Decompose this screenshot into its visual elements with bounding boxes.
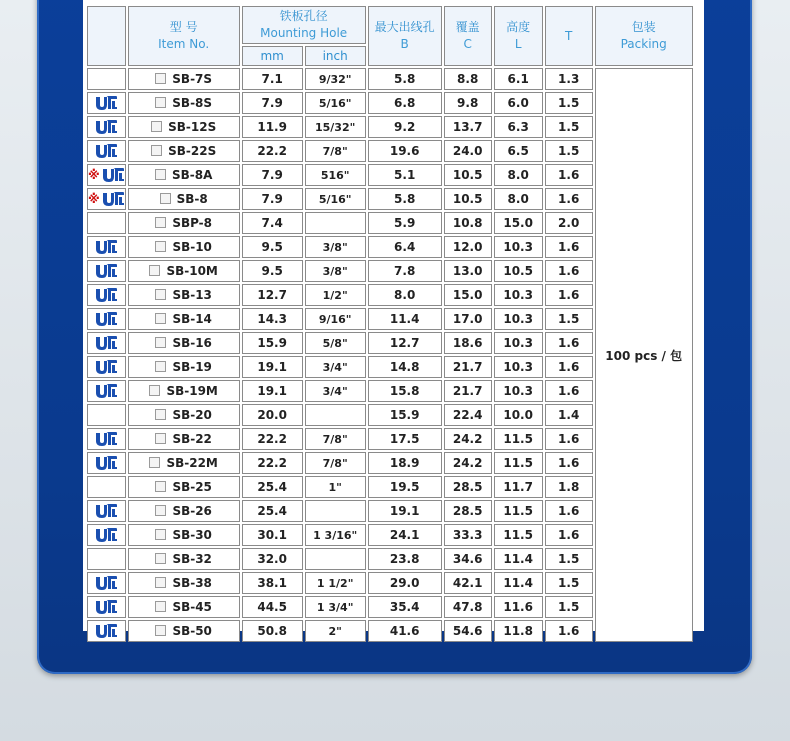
header-cover-en: C	[463, 37, 472, 51]
inch-cell	[305, 404, 366, 426]
cover-c-cell: 9.8	[444, 92, 492, 114]
height-l-cell: 6.3	[494, 116, 543, 138]
item-no: SB-14	[172, 312, 212, 326]
item-no: SB-8	[176, 192, 208, 206]
checkbox-icon[interactable]	[155, 241, 166, 252]
inch-cell: 516"	[305, 164, 366, 186]
item-no: SB-25	[172, 480, 212, 494]
item-no: SB-50	[172, 624, 212, 638]
ul-listed-icon	[94, 431, 118, 447]
checkbox-icon[interactable]	[155, 361, 166, 372]
mm-cell: 22.2	[242, 452, 303, 474]
header-item-cn: 型 号	[169, 20, 198, 34]
checkbox-icon[interactable]	[155, 217, 166, 228]
inch-cell: 2"	[305, 620, 366, 642]
item-no-cell	[128, 284, 240, 306]
checkbox-icon[interactable]	[155, 289, 166, 300]
certification-mark-cell	[87, 68, 126, 90]
cover-c-cell: 47.8	[444, 596, 492, 618]
certification-mark-cell	[87, 92, 126, 114]
outlet-b-cell: 29.0	[368, 572, 442, 594]
height-l-cell: 11.5	[494, 524, 543, 546]
height-l-cell: 10.3	[494, 308, 543, 330]
inch-cell: 7/8"	[305, 140, 366, 162]
cover-c-cell: 17.0	[444, 308, 492, 330]
item-no: SB-8A	[171, 168, 213, 182]
outlet-b-cell: 24.1	[368, 524, 442, 546]
mm-cell: 22.2	[242, 140, 303, 162]
cover-c-cell: 13.0	[444, 260, 492, 282]
certification-mark-cell	[87, 188, 126, 210]
t-cell: 1.6	[545, 260, 593, 282]
outlet-b-cell: 6.4	[368, 236, 442, 258]
height-l-cell: 10.3	[494, 284, 543, 306]
mm-cell: 7.9	[242, 188, 303, 210]
height-l-cell: 11.5	[494, 452, 543, 474]
height-l-cell: 11.5	[494, 500, 543, 522]
cover-c-cell: 28.5	[444, 500, 492, 522]
height-l-cell: 8.0	[494, 188, 543, 210]
t-cell: 1.6	[545, 164, 593, 186]
item-no: SB-16	[172, 336, 212, 350]
ul-listed-icon	[94, 455, 118, 471]
inch-cell: 3/8"	[305, 236, 366, 258]
header-mounting-hole	[242, 6, 366, 44]
item-no-cell	[128, 140, 240, 162]
item-no: SB-10M	[166, 264, 218, 278]
mm-cell: 20.0	[242, 404, 303, 426]
inch-cell: 5/8"	[305, 332, 366, 354]
inch-cell: 1 3/16"	[305, 524, 366, 546]
ul-listed-icon	[94, 311, 118, 327]
item-no-cell	[128, 260, 240, 282]
header-t	[545, 6, 593, 66]
t-cell: 1.6	[545, 500, 593, 522]
t-cell: 1.6	[545, 188, 593, 210]
height-l-cell: 11.5	[494, 428, 543, 450]
item-no: SB-7S	[172, 72, 213, 86]
inch-cell: 1/2"	[305, 284, 366, 306]
certification-mark-cell	[87, 164, 126, 186]
t-cell: 1.6	[545, 428, 593, 450]
height-l-cell: 10.3	[494, 332, 543, 354]
certification-mark-cell	[87, 572, 126, 594]
cover-c-cell: 22.4	[444, 404, 492, 426]
certification-mark-cell	[87, 308, 126, 330]
mm-cell: 7.4	[242, 212, 303, 234]
t-cell: 1.5	[545, 116, 593, 138]
header-outlet-en: B	[400, 37, 409, 51]
inch-cell	[305, 212, 366, 234]
ul-listed-icon	[94, 239, 118, 255]
t-cell: 1.5	[545, 596, 593, 618]
outlet-b-cell: 41.6	[368, 620, 442, 642]
outlet-b-cell: 5.8	[368, 188, 442, 210]
item-no-cell	[128, 500, 240, 522]
ul-listed-icon	[101, 167, 125, 183]
certification-mark-cell	[87, 620, 126, 642]
t-cell: 1.6	[545, 524, 593, 546]
mm-cell: 14.3	[242, 308, 303, 330]
certification-mark-cell	[87, 356, 126, 378]
t-cell: 1.6	[545, 452, 593, 474]
inch-cell: 1 1/2"	[305, 572, 366, 594]
item-no-cell	[128, 332, 240, 354]
header-inch: inch	[305, 46, 366, 66]
certification-mark-cell	[87, 404, 126, 426]
t-cell: 1.4	[545, 404, 593, 426]
checkbox-icon[interactable]	[155, 505, 166, 516]
t-cell: 1.6	[545, 332, 593, 354]
mm-cell: 25.4	[242, 500, 303, 522]
header-packing-cn: 包装	[631, 20, 656, 34]
mm-cell: 15.9	[242, 332, 303, 354]
cover-c-cell: 21.7	[444, 356, 492, 378]
header-hole-en: Mounting Hole	[260, 26, 348, 40]
t-cell: 1.6	[545, 284, 593, 306]
ul-listed-icon	[94, 623, 118, 639]
x-mark-icon: ※	[88, 192, 100, 206]
height-l-cell: 6.5	[494, 140, 543, 162]
mm-cell: 12.7	[242, 284, 303, 306]
outlet-b-cell: 17.5	[368, 428, 442, 450]
height-l-cell: 11.4	[494, 572, 543, 594]
ul-listed-icon	[94, 263, 118, 279]
certification-mark-cell	[87, 116, 126, 138]
outlet-b-cell: 18.9	[368, 452, 442, 474]
mm-cell: 38.1	[242, 572, 303, 594]
t-cell: 1.6	[545, 380, 593, 402]
cover-c-cell: 54.6	[444, 620, 492, 642]
cover-c-cell: 12.0	[444, 236, 492, 258]
item-no: SB-26	[172, 504, 212, 518]
checkbox-icon[interactable]	[149, 457, 160, 468]
item-no-cell	[128, 92, 240, 114]
item-no: SB-13	[172, 288, 212, 302]
item-no-cell	[128, 212, 240, 234]
certification-mark-cell	[87, 548, 126, 570]
header-cover-cn: 覆盖	[455, 20, 480, 34]
item-no: SB-38	[172, 576, 212, 590]
spec-sheet	[83, 0, 704, 638]
table-row	[87, 68, 693, 90]
ul-listed-icon	[94, 599, 118, 615]
t-cell: 1.5	[545, 140, 593, 162]
checkbox-icon[interactable]	[155, 577, 166, 588]
t-cell: 2.0	[545, 212, 593, 234]
outlet-b-cell: 9.2	[368, 116, 442, 138]
cover-c-cell: 18.6	[444, 332, 492, 354]
item-no: SB-12S	[168, 120, 217, 134]
item-no-cell	[128, 548, 240, 570]
checkbox-icon[interactable]	[151, 121, 162, 132]
item-no-cell	[128, 428, 240, 450]
t-cell: 1.5	[545, 308, 593, 330]
height-l-cell: 11.7	[494, 476, 543, 498]
header-item-no	[128, 6, 240, 66]
item-no: SB-19	[172, 360, 212, 374]
cover-c-cell: 8.8	[444, 68, 492, 90]
ul-listed-icon	[94, 143, 118, 159]
checkbox-icon[interactable]	[155, 337, 166, 348]
height-l-cell: 6.1	[494, 68, 543, 90]
t-cell: 1.6	[545, 356, 593, 378]
certification-mark-cell	[87, 332, 126, 354]
ul-listed-icon	[94, 383, 118, 399]
item-no-cell	[128, 620, 240, 642]
height-l-cell: 10.3	[494, 380, 543, 402]
item-no: SB-8S	[172, 96, 213, 110]
outlet-b-cell: 7.8	[368, 260, 442, 282]
item-no-cell	[128, 524, 240, 546]
mm-cell: 9.5	[242, 260, 303, 282]
cover-c-cell: 15.0	[444, 284, 492, 306]
cover-c-cell: 10.5	[444, 188, 492, 210]
item-no-cell	[128, 476, 240, 498]
cover-c-cell: 24.0	[444, 140, 492, 162]
inch-cell: 1 3/4"	[305, 596, 366, 618]
item-no-cell	[128, 116, 240, 138]
checkbox-icon[interactable]	[155, 601, 166, 612]
item-no-cell	[128, 596, 240, 618]
item-no: SB-19M	[166, 384, 218, 398]
height-l-cell: 10.0	[494, 404, 543, 426]
header-mm: mm	[242, 46, 303, 66]
item-no-cell	[128, 308, 240, 330]
outlet-b-cell: 6.8	[368, 92, 442, 114]
outlet-b-cell: 19.5	[368, 476, 442, 498]
t-cell: 1.6	[545, 620, 593, 642]
inch-cell: 9/16"	[305, 308, 366, 330]
header-cover-c	[444, 6, 492, 66]
outlet-b-cell: 35.4	[368, 596, 442, 618]
t-cell: 1.5	[545, 548, 593, 570]
item-no-cell	[128, 188, 240, 210]
certification-mark-cell	[87, 452, 126, 474]
certification-mark-cell	[87, 380, 126, 402]
inch-cell: 3/8"	[305, 260, 366, 282]
item-no: SB-20	[172, 408, 212, 422]
outlet-b-cell: 8.0	[368, 284, 442, 306]
outlet-b-cell: 19.1	[368, 500, 442, 522]
certification-mark-cell	[87, 596, 126, 618]
header-packing	[595, 6, 693, 66]
header-packing-en: Packing	[620, 37, 667, 51]
mm-cell: 22.2	[242, 428, 303, 450]
height-l-cell: 10.3	[494, 356, 543, 378]
checkbox-icon[interactable]	[155, 73, 166, 84]
height-l-cell: 6.0	[494, 92, 543, 114]
certification-mark-cell	[87, 500, 126, 522]
mm-cell: 32.0	[242, 548, 303, 570]
checkbox-icon[interactable]	[155, 481, 166, 492]
header-outlet-b	[368, 6, 442, 66]
checkbox-icon[interactable]	[155, 529, 166, 540]
mm-cell: 30.1	[242, 524, 303, 546]
x-mark-icon: ※	[88, 168, 100, 182]
t-cell: 1.6	[545, 236, 593, 258]
t-cell: 1.3	[545, 68, 593, 90]
item-no: SBP-8	[172, 216, 213, 230]
item-no-cell	[128, 572, 240, 594]
certification-mark-cell	[87, 476, 126, 498]
outlet-b-cell: 5.1	[368, 164, 442, 186]
mm-cell: 19.1	[242, 356, 303, 378]
outlet-b-cell: 23.8	[368, 548, 442, 570]
mm-cell: 44.5	[242, 596, 303, 618]
header-height-cn: 高度	[506, 20, 531, 34]
item-no: SB-30	[172, 528, 212, 542]
ul-listed-icon	[94, 527, 118, 543]
inch-cell: 1"	[305, 476, 366, 498]
height-l-cell: 11.6	[494, 596, 543, 618]
item-no: SB-10	[172, 240, 212, 254]
checkbox-icon[interactable]	[155, 433, 166, 444]
item-no-cell	[128, 68, 240, 90]
inch-cell: 15/32"	[305, 116, 366, 138]
header-height-l	[494, 6, 543, 66]
inch-cell	[305, 548, 366, 570]
mm-cell: 25.4	[242, 476, 303, 498]
certification-mark-cell	[87, 212, 126, 234]
ul-listed-icon	[94, 95, 118, 111]
ul-listed-icon	[94, 503, 118, 519]
header-t-label: T	[565, 28, 573, 43]
header-mark-cell	[87, 6, 126, 66]
certification-mark-cell	[87, 524, 126, 546]
height-l-cell: 10.3	[494, 236, 543, 258]
certification-mark-cell	[87, 284, 126, 306]
inch-cell	[305, 500, 366, 522]
mm-cell: 19.1	[242, 380, 303, 402]
checkbox-icon[interactable]	[151, 145, 162, 156]
ul-listed-icon	[94, 359, 118, 375]
outlet-b-cell: 11.4	[368, 308, 442, 330]
outlet-b-cell: 5.9	[368, 212, 442, 234]
ul-listed-icon	[94, 335, 118, 351]
item-no-cell	[128, 452, 240, 474]
checkbox-icon[interactable]	[149, 385, 160, 396]
item-no-cell	[128, 404, 240, 426]
cover-c-cell: 33.3	[444, 524, 492, 546]
packing-value: 100 pcs / 包	[595, 68, 693, 642]
mm-cell: 9.5	[242, 236, 303, 258]
cover-c-cell: 13.7	[444, 116, 492, 138]
outlet-b-cell: 15.8	[368, 380, 442, 402]
ul-listed-icon	[94, 575, 118, 591]
header-item-en: Item No.	[158, 37, 210, 51]
height-l-cell: 11.8	[494, 620, 543, 642]
item-no: SB-22	[172, 432, 212, 446]
item-no-cell	[128, 164, 240, 186]
item-no: SB-32	[172, 552, 212, 566]
t-cell: 1.5	[545, 572, 593, 594]
height-l-cell: 15.0	[494, 212, 543, 234]
outlet-b-cell: 15.9	[368, 404, 442, 426]
checkbox-icon[interactable]	[155, 169, 166, 180]
item-no: SB-22S	[168, 144, 217, 158]
mm-cell: 7.1	[242, 68, 303, 90]
item-no-cell	[128, 356, 240, 378]
outlet-b-cell: 12.7	[368, 332, 442, 354]
certification-mark-cell	[87, 428, 126, 450]
cover-c-cell: 10.5	[444, 164, 492, 186]
ul-listed-icon	[94, 287, 118, 303]
height-l-cell: 11.4	[494, 548, 543, 570]
cover-c-cell: 10.8	[444, 212, 492, 234]
header-outlet-cn: 最大出线孔	[374, 20, 435, 34]
certification-mark-cell	[87, 140, 126, 162]
cover-c-cell: 34.6	[444, 548, 492, 570]
outlet-b-cell: 5.8	[368, 68, 442, 90]
inch-cell: 3/4"	[305, 356, 366, 378]
item-no: SB-45	[172, 600, 212, 614]
outlet-b-cell: 19.6	[368, 140, 442, 162]
spec-table	[85, 4, 695, 644]
inch-cell: 5/16"	[305, 92, 366, 114]
cover-c-cell: 21.7	[444, 380, 492, 402]
inch-cell: 5/16"	[305, 188, 366, 210]
t-cell: 1.8	[545, 476, 593, 498]
inch-cell: 3/4"	[305, 380, 366, 402]
checkbox-icon[interactable]	[155, 409, 166, 420]
item-no: SB-22M	[166, 456, 218, 470]
mm-cell: 7.9	[242, 92, 303, 114]
height-l-cell: 10.5	[494, 260, 543, 282]
cover-c-cell: 42.1	[444, 572, 492, 594]
cover-c-cell: 24.2	[444, 428, 492, 450]
ul-listed-icon	[94, 119, 118, 135]
item-no-cell	[128, 380, 240, 402]
mm-cell: 11.9	[242, 116, 303, 138]
checkbox-icon[interactable]	[155, 97, 166, 108]
certification-mark-cell	[87, 260, 126, 282]
outlet-b-cell: 14.8	[368, 356, 442, 378]
cover-c-cell: 24.2	[444, 452, 492, 474]
inch-cell: 9/32"	[305, 68, 366, 90]
t-cell: 1.5	[545, 92, 593, 114]
inch-cell: 7/8"	[305, 428, 366, 450]
header-height-en: L	[514, 37, 522, 51]
checkbox-icon[interactable]	[155, 313, 166, 324]
checkbox-icon[interactable]	[160, 193, 171, 204]
certification-mark-cell	[87, 236, 126, 258]
cover-c-cell: 28.5	[444, 476, 492, 498]
mm-cell: 7.9	[242, 164, 303, 186]
header-hole-cn: 铁板孔径	[279, 9, 328, 23]
inch-cell: 7/8"	[305, 452, 366, 474]
mm-cell: 50.8	[242, 620, 303, 642]
height-l-cell: 8.0	[494, 164, 543, 186]
ul-listed-icon	[101, 191, 125, 207]
checkbox-icon[interactable]	[155, 625, 166, 636]
checkbox-icon[interactable]	[149, 265, 160, 276]
item-no-cell	[128, 236, 240, 258]
checkbox-icon[interactable]	[155, 553, 166, 564]
